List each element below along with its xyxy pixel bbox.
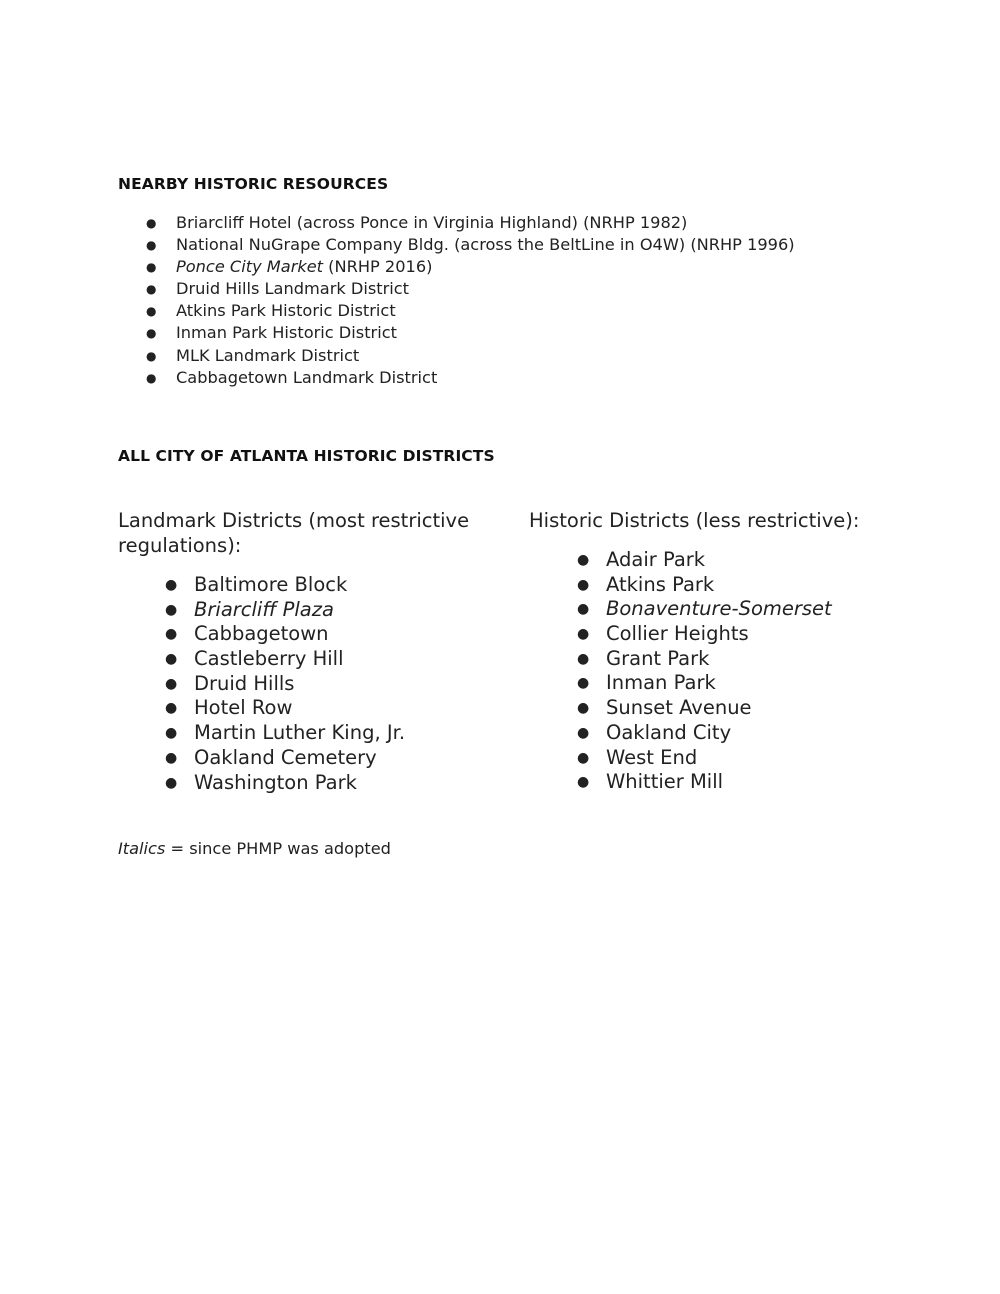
list-item: ● Atkins Park — [577, 573, 832, 598]
list-item: ● Oakland Cemetery — [165, 746, 405, 771]
list-item: ● Druid Hills Landmark District — [146, 278, 795, 300]
list-item: ● Castleberry Hill — [165, 647, 405, 672]
list-item: ● Hotel Row — [165, 696, 405, 721]
list-item: ● Washington Park — [165, 771, 405, 796]
list-item: ● Bonaventure-Somerset — [577, 597, 832, 622]
list-item: ● Baltimore Block — [165, 573, 405, 598]
historic-districts-title: Historic Districts (less restrictive): — [529, 509, 860, 532]
all-districts-heading: ALL CITY OF ATLANTA HISTORIC DISTRICTS — [118, 447, 495, 465]
list-item: ● Grant Park — [577, 647, 832, 672]
list-item: ● National NuGrape Company Bldg. (across the BeltLine in O4W) (NRHP 1996) — [146, 234, 795, 256]
nearby-resources-list — [146, 212, 795, 389]
list-item: ● Adair Park — [577, 548, 832, 573]
list-item: ● Oakland City — [577, 721, 832, 746]
nearby-resources-heading: NEARBY HISTORIC RESOURCES — [118, 175, 389, 193]
list-item: ● Ponce City Market (NRHP 2016) — [146, 256, 795, 278]
list-item: ● Druid Hills — [165, 672, 405, 697]
list-item: ● Atkins Park Historic District — [146, 300, 795, 322]
list-item: ● Collier Heights — [577, 622, 832, 647]
landmark-districts-title: Landmark Districts (most restrictive regulations): — [118, 509, 470, 557]
italics-legend: Italics = since PHMP was adopted — [118, 839, 391, 858]
list-item: ● Inman Park — [577, 671, 832, 696]
landmark-districts-list — [165, 573, 405, 795]
historic-districts-list — [577, 548, 832, 795]
list-item: ● Briarcliff Hotel (across Ponce in Virginia Highland) (NRHP 1982) — [146, 212, 795, 234]
list-item: ● Inman Park Historic District — [146, 322, 795, 344]
list-item: ● West End — [577, 746, 832, 771]
list-item: ● Briarcliff Plaza — [165, 598, 405, 623]
list-item: ● Martin Luther King, Jr. — [165, 721, 405, 746]
list-item: ● Cabbagetown Landmark District — [146, 367, 795, 389]
list-item: ● Sunset Avenue — [577, 696, 832, 721]
list-item: ● Cabbagetown — [165, 622, 405, 647]
list-item: ● Whittier Mill — [577, 770, 832, 795]
list-item: ● MLK Landmark District — [146, 345, 795, 367]
